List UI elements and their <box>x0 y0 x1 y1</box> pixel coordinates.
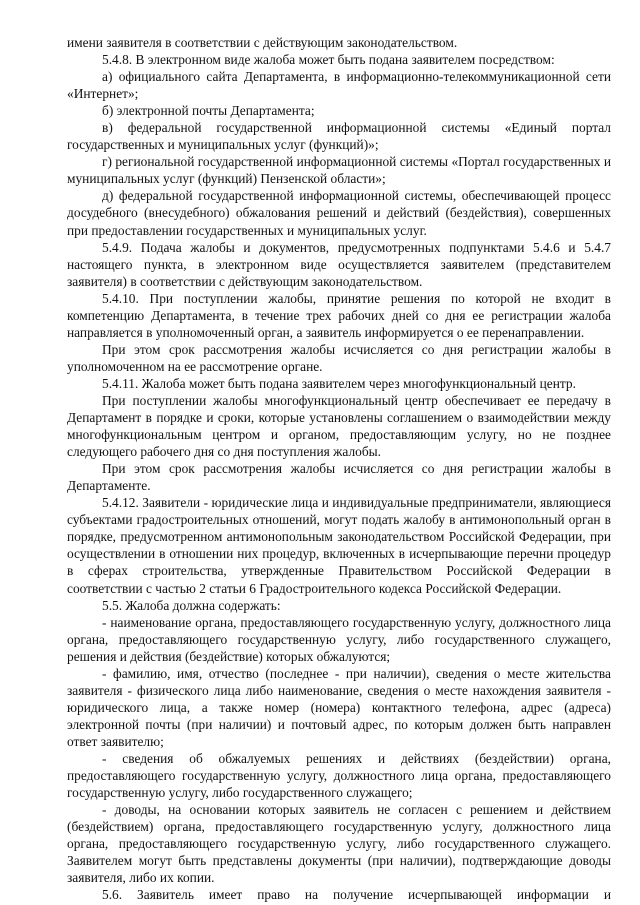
paragraph: При этом срок рассмотрения жалобы исчисляется со дня регистрации жалобы в Департаменте. <box>67 461 611 494</box>
paragraph: г) региональной государственной информационной системы «Портал государственных и муниципальных услуг (функций) Пензенской области»; <box>67 154 611 187</box>
paragraph: 5.4.9. Подача жалобы и документов, предусмотренных подпунктами 5.4.6 и 5.4.7 настоящего пункта, в электронном виде осуществляется заявителем (представителем заявителя) в соответствии с действующим законодательством. <box>67 239 611 289</box>
paragraph: 5.4.11. Жалоба может быть подана заявителем через многофункциональный центр. <box>102 375 576 391</box>
paragraph: - наименование органа, предоставляющего государственную услугу, должностного лица органа, предоставляющего государственную услугу, либо государственного служащего, решения и действия (бездействие) которых обжалуются; <box>67 614 611 664</box>
paragraph: 5.4.8. В электронном виде жалоба может быть подана заявителем посредством: <box>102 52 555 68</box>
paragraph: д) федеральной государственной информационной системы, обеспечивающей процесс досудебного (внесудебного) обжалования решений и действий (бездействия), совершенных при предоставлении государственных и муниципальных услуг. <box>67 188 611 238</box>
paragraph: имени заявителя в соответствии с действующим законодательством. <box>67 35 458 50</box>
paragraph: 5.6. Заявитель имеет право на получение исчерпывающей информации и <box>102 887 611 903</box>
paragraph: б) электронной почты Департамента; <box>102 103 315 119</box>
paragraph: При этом срок рассмотрения жалобы исчисляется со дня регистрации жалобы в уполномоченном на ее рассмотрение органе. <box>67 341 611 374</box>
paragraph: а) официального сайта Департамента, в информационно-телекоммуникационной сети «Интернет»; <box>67 69 611 102</box>
paragraph: в) федеральной государственной информационной системы «Единый портал государственных и муниципальных услуг (функций)»; <box>67 120 611 153</box>
paragraph: 5.4.10. При поступлении жалобы, принятие решения по которой не входит в компетенцию Департамента, в течение трех рабочих дней со дня ее регистрации жалоба направляется в уполномоченный орган, а заявитель информируется о ее перенаправлении. <box>67 290 611 340</box>
paragraph: 5.4.12. Заявители - юридические лица и индивидуальные предприниматели, являющиеся субъектами градостроительных отношений, могут подать жалобу в антимонопольный орган в порядке, предусмотренном антимонопольным законодательством Российской Федерации, при осуществлении в отношении них процедур, включенных в исчерпывающие перечни процедур в сферах строительства, утвержденные Правительством Российской Федерации в соответствии с частью 2 статьи 6 Градостроительного кодекса Российской Федерации. <box>67 495 611 596</box>
paragraph: - сведения об обжалуемых решениях и действиях (бездействии) органа, предоставляющего государственную услугу, должностного лица органа, предоставляющего государственную услугу, либо государственного служащего; <box>67 750 611 801</box>
paragraph: 5.5. Жалоба должна содержать: <box>102 597 281 613</box>
paragraph: При поступлении жалобы многофункциональный центр обеспечивает ее передачу в Департамент в порядке и сроки, которые установлены соглашением о взаимодействии между многофункциональным центром и органом, предоставляющим услугу, но не позднее следующего рабочего дня со дня поступления жалобы. <box>67 392 611 460</box>
paragraph: - доводы, на основании которых заявитель не согласен с решением и действием (бездействием) органа, предоставляющего государственную услугу, должностного лица органа, предоставляющего государственную услугу, либо государственного служащего. Заявителем могут быть представлены документы (при наличии), подтверждающие доводы заявителя, либо их копии. <box>67 802 611 886</box>
paragraph: - фамилию, имя, отчество (последнее - при наличии), сведения о месте жительства заявителя - физического лица либо наименование, сведения о месте нахождения заявителя - юридического лица, а также номер (номера) контактного телефона, адрес (адреса) электронной почты (при наличии) и почтовый адрес, по которым должен быть направлен ответ заявителю; <box>67 665 611 749</box>
